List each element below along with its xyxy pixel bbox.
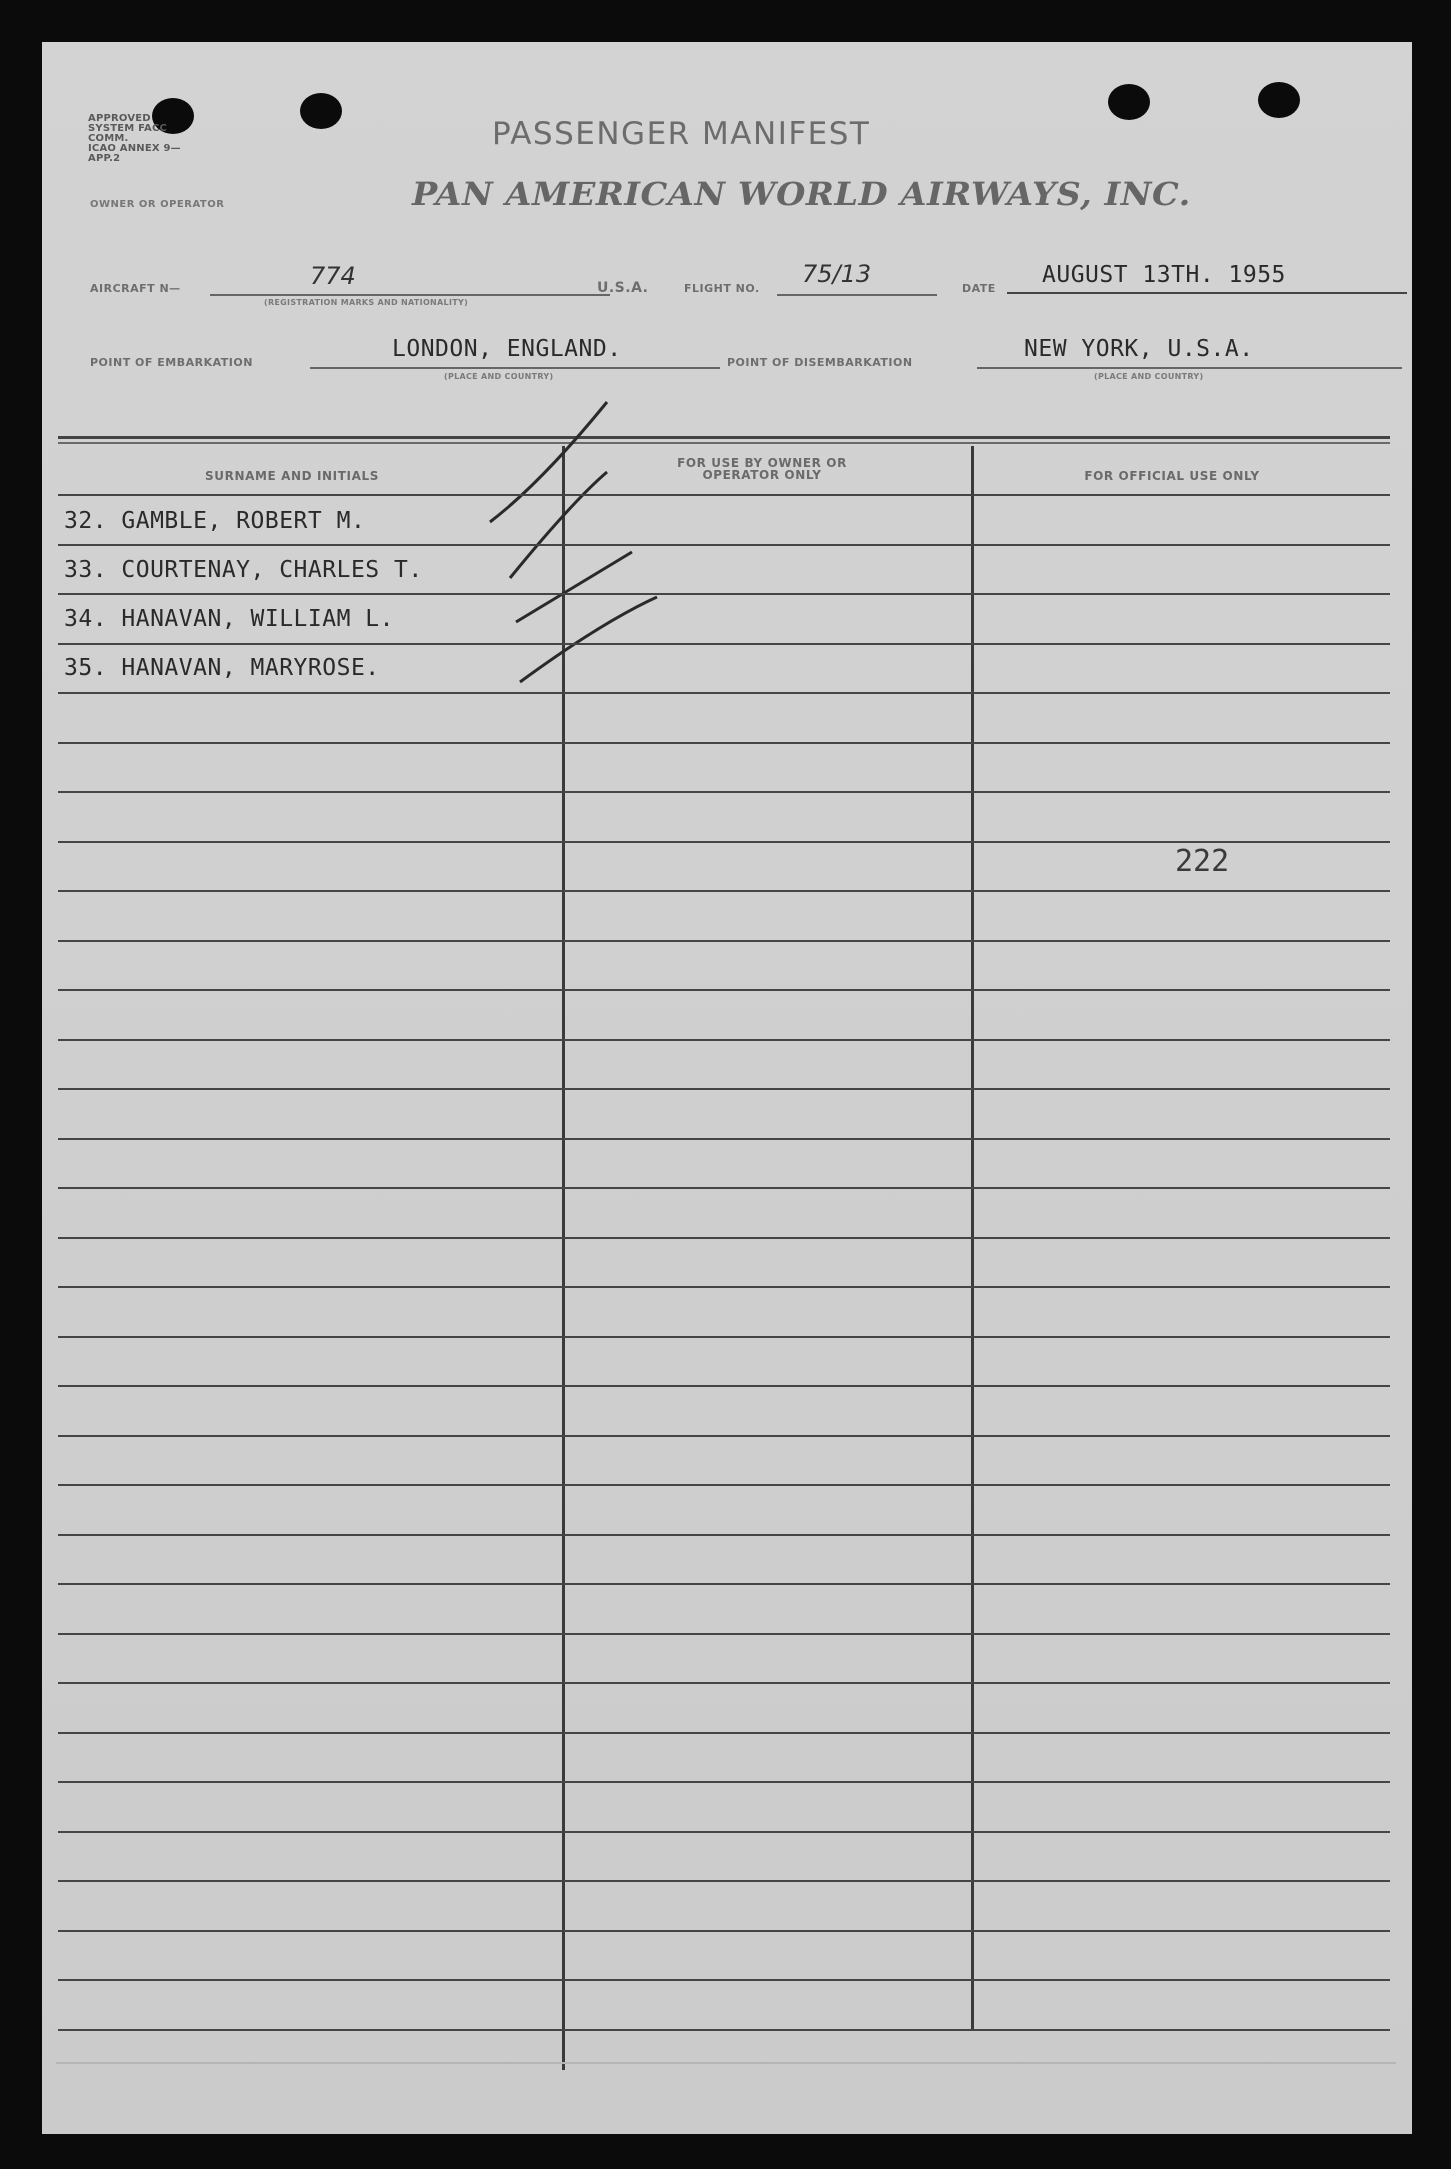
table-row-line [58,1336,1390,1338]
table-top-rule [58,436,1390,439]
check-mark [520,597,657,682]
disembarkation-underline [977,367,1402,369]
date-underline [1007,292,1407,294]
table-row-line [58,1435,1390,1437]
embarkation-value: LONDON, ENGLAND. [392,336,622,362]
table-row-line [58,989,1390,991]
table-row-line [58,890,1390,892]
passenger-entry: 34. HANAVAN, WILLIAM L. [64,606,394,632]
table-row-line [58,742,1390,744]
bottom-rule [56,2062,1396,2064]
table-row-line [58,544,1390,546]
punch-hole [300,93,342,129]
aircraft-caption: (REGISTRATION MARKS AND NATIONALITY) [264,298,469,307]
table-row-line [58,1088,1390,1090]
table-row-line [58,1039,1390,1041]
table-row-line [58,1286,1390,1288]
table-row-line [58,1187,1390,1189]
approval-line: ICAO ANNEX 9—APP.2 [88,143,181,164]
owner-value: PAN AMERICAN WORLD AIRWAYS, INC. [412,175,1191,213]
nationality-label: U.S.A. [597,280,649,296]
aircraft-value: 774 [310,262,356,290]
check-mark [516,552,632,622]
passenger-entry: 33. COURTENAY, CHARLES T. [64,557,423,583]
flight-label: FLIGHT NO. [684,282,760,295]
owner-label: OWNER OR OPERATOR [90,199,225,210]
table-row-line [58,2029,1390,2031]
table-row-line [58,1682,1390,1684]
table-row-line [58,692,1390,694]
table-row-line [58,643,1390,645]
flight-value: 75/13 [802,260,872,288]
table-row-line [58,791,1390,793]
table-row-line [58,1930,1390,1932]
column-header-surname: SURNAME AND INITIALS [205,469,379,483]
page-title: PASSENGER MANIFEST [492,116,871,152]
manifest-sheet [42,42,1412,2134]
column-divider [562,446,565,2070]
disembarkation-caption: (PLACE AND COUNTRY) [1094,372,1204,381]
check-mark [510,472,607,578]
table-row-line [58,1781,1390,1783]
aircraft-label: AIRCRAFT N— [90,282,181,295]
approval-line: SYSTEM FACC COMM. [88,123,168,144]
page-number-stamp: 222 [1175,844,1230,879]
disembarkation-label: POINT OF DISEMBARKATION [727,356,913,369]
embarkation-underline [310,367,720,369]
column-header-official: FOR OFFICIAL USE ONLY [1084,469,1260,483]
table-row-line [58,1880,1390,1882]
flight-underline [777,294,937,296]
table-row-line [58,1831,1390,1833]
table-row-line [58,1633,1390,1635]
table-row-line [58,494,1390,496]
table-row-line [58,1385,1390,1387]
table-row-line [58,1732,1390,1734]
date-value: AUGUST 13TH. 1955 [1042,262,1286,288]
table-row-line [58,1583,1390,1585]
table-row-line [58,841,1390,843]
check-mark [490,402,607,522]
table-row-line [58,1484,1390,1486]
table-row-line [58,1979,1390,1981]
embarkation-caption: (PLACE AND COUNTRY) [444,372,554,381]
table-row-line [58,1237,1390,1239]
punch-hole [1108,84,1150,120]
embarkation-label: POINT OF EMBARKATION [90,356,253,369]
column-header-operator: FOR USE BY OWNER OR OPERATOR ONLY [677,456,847,482]
table-row-line [58,1534,1390,1536]
date-label: DATE [962,282,996,295]
aircraft-underline [210,294,610,296]
approval-notice [88,114,208,164]
table-row-line [58,1138,1390,1140]
disembarkation-value: NEW YORK, U.S.A. [1024,336,1254,362]
table-top-rule [58,442,1390,444]
passenger-entry: 35. HANAVAN, MARYROSE. [64,655,380,681]
table-row-line [58,593,1390,595]
passenger-entry: 32. GAMBLE, ROBERT M. [64,508,366,534]
punch-hole [1258,82,1300,118]
table-row-line [58,940,1390,942]
approval-line: APPROVED [88,113,151,124]
